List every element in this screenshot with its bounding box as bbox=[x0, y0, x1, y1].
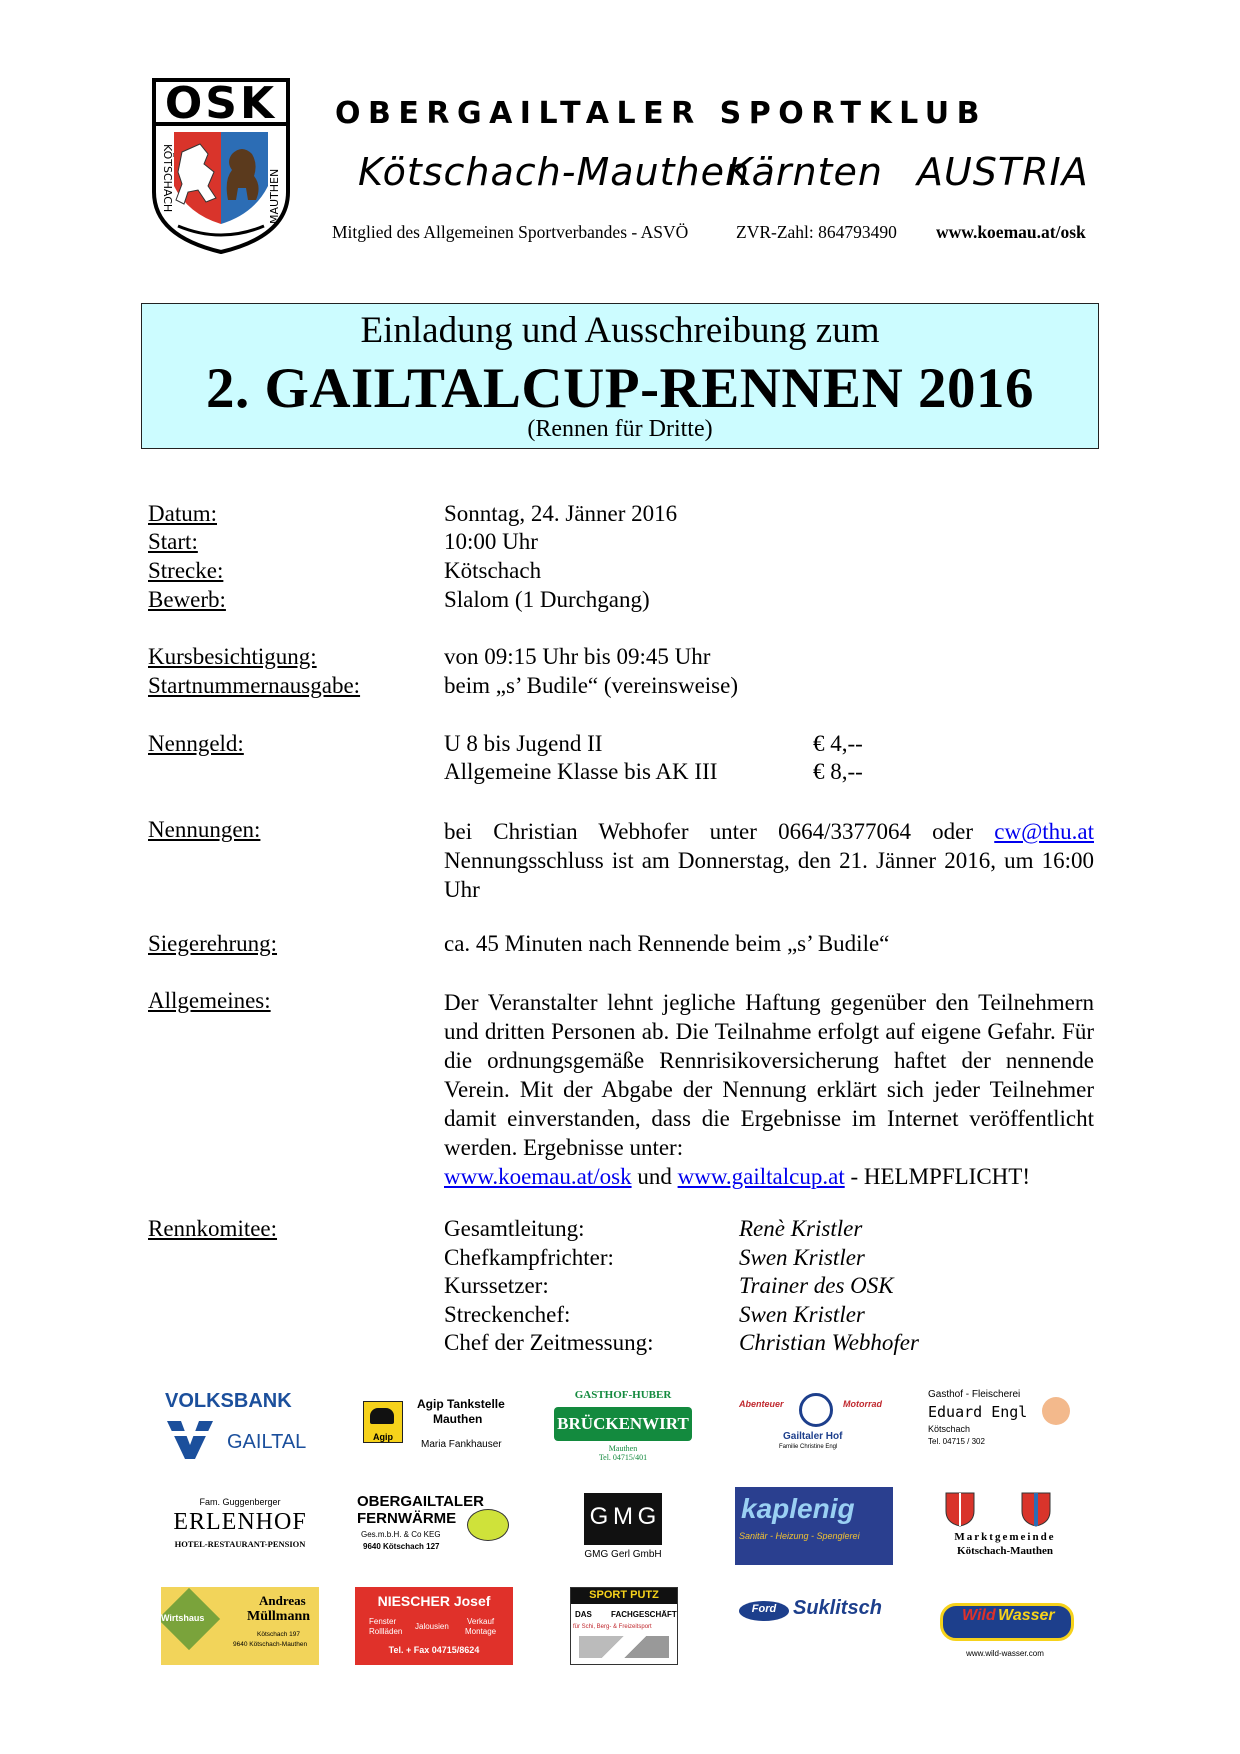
sponsor-erlenhof: Fam. Guggenberger ERLENHOF HOTEL-RESTAURANT-PENSION bbox=[173, 1497, 307, 1549]
nenngeld-price-1: € 4,-- bbox=[813, 731, 863, 756]
startnr-value: beim „s’ Budile“ (vereinsweise) bbox=[444, 673, 738, 698]
volksbank-v-icon bbox=[167, 1419, 213, 1461]
location-state: Kärnten bbox=[727, 150, 883, 194]
wheel-icon bbox=[799, 1393, 833, 1427]
title-subtitle: (Rennen für Dritte) bbox=[527, 416, 713, 442]
nenngeld-label: Nenngeld: bbox=[148, 731, 244, 756]
committee-name: Renè Kristler bbox=[739, 1216, 863, 1241]
logo-left-text: KÖTSCHACH bbox=[161, 144, 174, 213]
startnr-label: Startnummernausgabe: bbox=[148, 673, 361, 698]
sponsor-volksbank: VOLKSBANK GAILTAL bbox=[161, 1387, 319, 1465]
committee-role: Chefkampfrichter: bbox=[444, 1245, 614, 1270]
coat-of-arms-icon bbox=[944, 1491, 976, 1527]
committee-name: Swen Kristler bbox=[739, 1302, 865, 1327]
sponsor-sport-putz: SPORT PUTZ DAS FACHGESCHÄFT für Schi, Berg- & Freizeitsport bbox=[570, 1587, 678, 1665]
sponsor-andreas-muellmann: Wirtshaus Andreas Müllmann Kötschach 197 9640 Kötschach-Mauthen bbox=[161, 1587, 319, 1665]
committee-role: Streckenchef: bbox=[444, 1302, 571, 1327]
committee-role: Gesamtleitung: bbox=[444, 1216, 585, 1241]
committee-name: Trainer des OSK bbox=[739, 1273, 894, 1298]
nennungen-label: Nennungen: bbox=[148, 817, 261, 842]
sponsor-niescher: NIESCHER Josef Fenster Rollläden Jalousien Verkauf Montage Tel. + Fax 04715/8624 bbox=[355, 1587, 513, 1665]
sponsor-gmg: G M G GMG Gerl GmbH bbox=[544, 1487, 702, 1565]
logo-text: OSK bbox=[164, 78, 278, 129]
datum-value: Sonntag, 24. Jänner 2016 bbox=[444, 501, 678, 526]
agip-dog-icon: Agip bbox=[363, 1401, 403, 1443]
start-value: 10:00 Uhr bbox=[444, 529, 538, 554]
nennungen-deadline: Nennungsschluss ist am Donnerstag, den 21. Jänner 2016, um 16:00 Uhr bbox=[444, 848, 1094, 902]
sponsor-brueckenwirt: GASTHOF-HUBER BRÜCKENWIRT Mauthen Tel. 04715/401 bbox=[544, 1387, 702, 1465]
osk-logo bbox=[148, 74, 294, 256]
club-website[interactable]: www.koemau.at/osk bbox=[936, 222, 1086, 242]
sponsor-eduard-engl: Gasthof - Fleischerei Eduard Engl Kötschach Tel. 04715 / 302 bbox=[926, 1387, 1084, 1465]
nennungen-text bbox=[444, 817, 1094, 904]
sponsor-suklitsch: Ford Suklitsch bbox=[735, 1587, 893, 1665]
nenngeld-class-2: Allgemeine Klasse bis AK III bbox=[444, 759, 718, 784]
gailtalcup-link[interactable]: www.gailtalcup.at bbox=[677, 1164, 845, 1189]
sieger-value: ca. 45 Minuten nach Rennende beim „s’ Budile“ bbox=[444, 931, 890, 956]
sponsor-kaplenig: kaplenig Sanitär - Heizung - Spenglerei bbox=[735, 1487, 893, 1565]
title-invitation: Einladung und Ausschreibung zum bbox=[360, 310, 880, 351]
title-event: 2. GAILTALCUP-RENNEN 2016 bbox=[205, 357, 1034, 420]
location-town: Kötschach-Mauthen bbox=[358, 150, 751, 194]
kurs-label: Kursbesichtigung: bbox=[148, 644, 317, 669]
strecke-label: Strecke: bbox=[148, 558, 224, 583]
sponsor-gailtaler-hof: Abenteuer Motorrad Gailtaler Hof Familie Christine Engl bbox=[735, 1387, 893, 1465]
sponsor-wild-wasser: Wild Wasser www.wild-wasser.com bbox=[926, 1587, 1084, 1665]
bewerb-label: Bewerb: bbox=[148, 587, 226, 612]
datum-label: Datum: bbox=[148, 501, 217, 526]
koemau-link[interactable]: www.koemau.at/osk bbox=[444, 1164, 632, 1189]
sponsor-fernwaerme: OBERGAILTALER FERNWÄRME Ges.m.b.H. & Co KEG 9640 Kötschach 127 bbox=[355, 1487, 513, 1565]
kurs-value: von 09:15 Uhr bis 09:45 Uhr bbox=[444, 644, 711, 669]
committee-role: Kurssetzer: bbox=[444, 1273, 549, 1298]
sponsor-agip: Agip Agip Tankstelle Mauthen Maria Fankhauser bbox=[355, 1387, 513, 1465]
committee-name: Christian Webhofer bbox=[739, 1330, 919, 1355]
member-text: Mitglied des Allgemeinen Sportverbandes - ASVÖ bbox=[332, 222, 689, 242]
nennungen-line-1: bei Christian Webhofer unter 0664/3377064 oder cw@thu.at bbox=[444, 819, 1094, 844]
allgemeines-label: Allgemeines: bbox=[148, 988, 271, 1013]
committee-role: Chef der Zeitmessung: bbox=[444, 1330, 654, 1355]
fernwaerme-emblem-icon bbox=[467, 1509, 509, 1541]
start-label: Start: bbox=[148, 529, 198, 554]
coat-of-arms-icon bbox=[1020, 1491, 1052, 1527]
sieger-label: Siegerehrung: bbox=[148, 931, 278, 956]
nenngeld-class-1: U 8 bis Jugend II bbox=[444, 731, 603, 756]
nennungen-email-link[interactable]: cw@thu.at bbox=[994, 819, 1094, 844]
allgemeines-text: Der Veranstalter lehnt jegliche Haftung gegenüber den Teilnehmern und dritten Personen ab. Die Teilnahme erfolgt auf eigene Gefahr. Für die ordnungsgemäße Rennrisikoversicherung haftet der nennende Verein. Mit der Abgabe der Nennung erklärt sich jeder Teilnehmer damit einverstanden, dass die Ergebnisse im Internet veröffentlicht werden. Ergebnisse unter: www.koemau.at/osk und www.gailtalcup.at - HELMPFLICHT! bbox=[444, 990, 1094, 1189]
club-name: OBERGAILTALER SPORTKLUB bbox=[335, 96, 987, 131]
title-box bbox=[141, 303, 1099, 449]
zvr-number: ZVR-Zahl: 864793490 bbox=[736, 222, 897, 242]
committee-name: Swen Kristler bbox=[739, 1245, 865, 1270]
logo-right-text: MAUTHEN bbox=[268, 168, 281, 224]
nenngeld-price-2: € 8,-- bbox=[813, 759, 863, 784]
sponsor-marktgemeinde: Marktgemeinde Kötschach-Mauthen bbox=[926, 1487, 1084, 1565]
angel-icon bbox=[1042, 1397, 1070, 1425]
strecke-value: Kötschach bbox=[444, 558, 542, 583]
location-country: AUSTRIA bbox=[917, 150, 1089, 194]
bewerb-value: Slalom (1 Durchgang) bbox=[444, 587, 650, 612]
rennkomitee-label: Rennkomitee: bbox=[148, 1216, 278, 1241]
